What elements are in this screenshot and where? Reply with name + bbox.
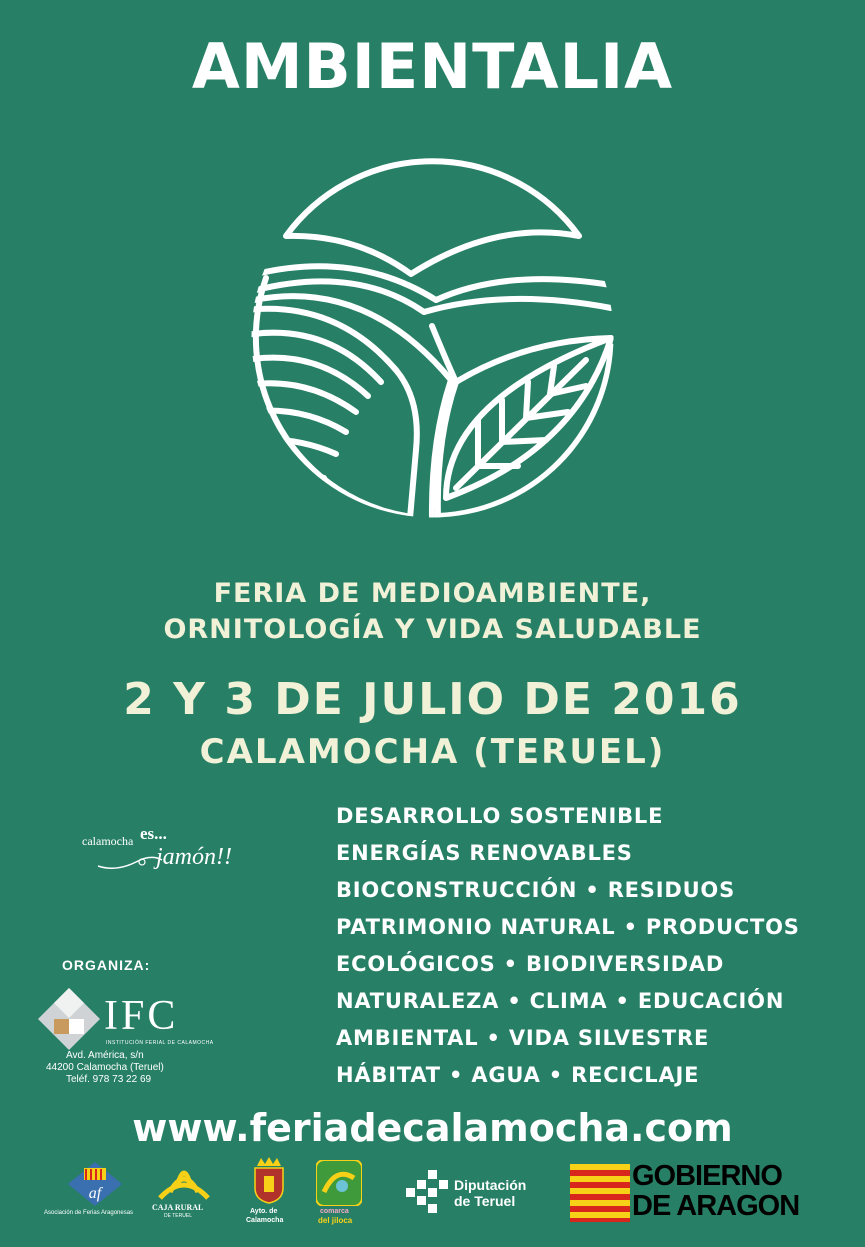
ifc-logo [36, 986, 214, 1090]
asociacion-ferias-logo [44, 1160, 134, 1224]
organizer-address2: 44200 Calamocha (Teruel) [46, 1062, 164, 1073]
topic-item: BIOCONSTRUCCIÓN • RESIDUOS [336, 878, 736, 902]
comarca-logo-icon [316, 1160, 362, 1206]
comarca-label-line1: comarca [320, 1208, 349, 1215]
diputacion-label-line2: de Teruel [454, 1193, 516, 1209]
slogan-part2: es... [140, 824, 167, 843]
topic-item: ENERGÍAS RENOVABLES [336, 841, 633, 865]
organizer-label: ORGANIZA: [62, 957, 151, 973]
caja-rural-logo [152, 1162, 216, 1224]
crown-shield-icon [252, 1156, 286, 1204]
event-date: 2 Y 3 DE JULIO DE 2016 [123, 674, 742, 725]
topic-item: PATRIMONIO NATURAL • PRODUCTOS [336, 915, 800, 939]
aragon-flag-icon [570, 1164, 630, 1222]
diputacion-label-line1: Diputación [454, 1177, 527, 1193]
gobierno-label-line2: DE ARAGON [632, 1190, 800, 1222]
organizer-name: IFC [104, 993, 179, 1039]
organizer-phone: Teléf. 978 73 22 69 [66, 1074, 152, 1085]
topic-item: DESARROLLO SOSTENIBLE [336, 804, 664, 828]
svg-text:af: af [88, 1185, 102, 1202]
poster-title: AMBIENTALIA [191, 30, 674, 103]
slogan-logo [82, 820, 252, 880]
ayuntamiento-label-line1: Ayto. de [250, 1208, 278, 1215]
topic-item: HÁBITAT • AGUA • RECICLAJE [336, 1063, 700, 1087]
landscape-leaf-emblem-icon [246, 150, 619, 523]
topic-item: NATURALEZA • CLIMA • EDUCACIÓN [336, 989, 785, 1013]
topics-list [336, 803, 800, 1099]
slogan-part3: jamón!! [156, 844, 232, 870]
sponsors-strip [0, 1150, 865, 1247]
website-link[interactable]: www.feriadecalamocha.com [132, 1106, 733, 1150]
topic-item: AMBIENTAL • VIDA SILVESTRE [336, 1026, 710, 1050]
diputacion-teruel-logo [404, 1168, 550, 1220]
caja-rural-label: CAJA RURAL [152, 1203, 204, 1212]
gobierno-aragon-logo [570, 1162, 825, 1222]
subtitle-line2: ORNITOLOGÍA Y VIDA SALUDABLE [163, 614, 702, 645]
slogan-part1: calamocha [82, 834, 134, 848]
gobierno-label-line1: GOBIERNO [632, 1160, 782, 1192]
ifc-logo-icon [36, 986, 102, 1052]
event-place: CALAMOCHA (TERUEL) [199, 732, 666, 772]
ayuntamiento-label-line2: Calamocha [246, 1217, 284, 1224]
wheat-icon [156, 1162, 212, 1202]
subtitle-line1: FERIA DE MEDIOAMBIENTE, [213, 578, 652, 609]
organizer-institution: INSTITUCIÓN FERIAL DE CALAMOCHA [106, 1040, 214, 1046]
asociacion-ferias-label: Asociación de Ferias Aragonesas [44, 1210, 134, 1216]
ayuntamiento-logo [246, 1156, 292, 1228]
comarca-jiloca-logo [314, 1160, 366, 1226]
caja-rural-sublabel: DE TERUEL [164, 1213, 192, 1219]
diputacion-logo-icon [404, 1168, 450, 1214]
organizer-address1: Avd. América, s/n [66, 1050, 144, 1061]
topic-item: ECOLÓGICOS • BIODIVERSIDAD [336, 952, 725, 976]
comarca-label-line2: del jiloca [318, 1216, 353, 1225]
asociacion-ferias-icon [66, 1160, 124, 1208]
